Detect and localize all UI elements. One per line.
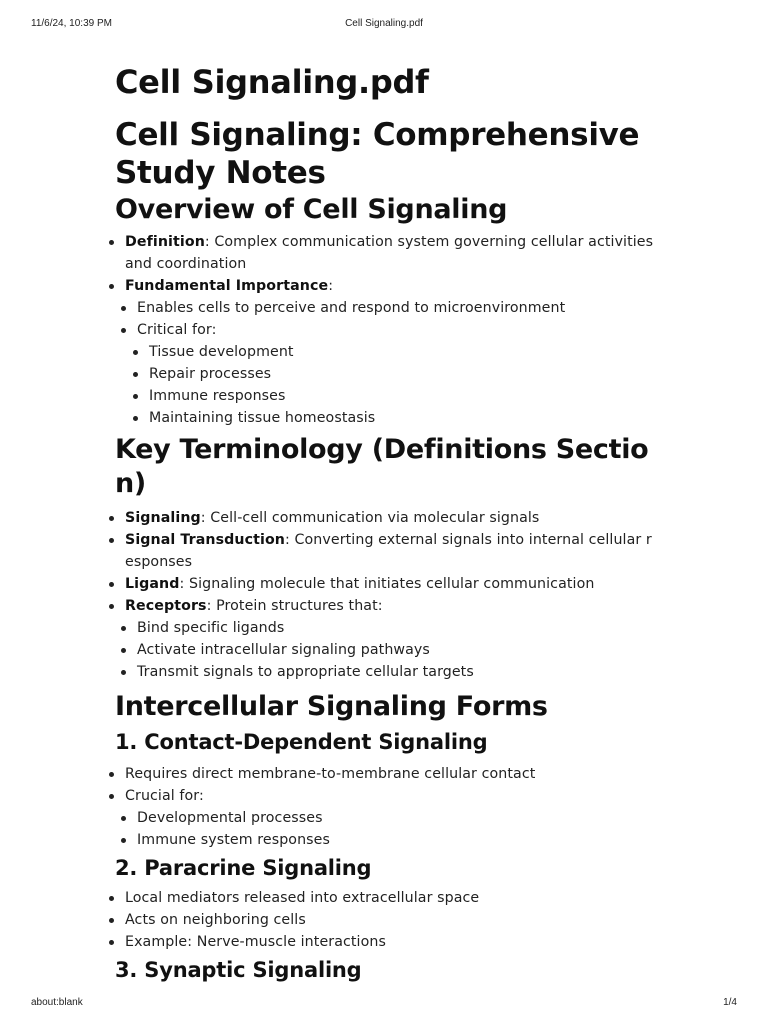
list-item: Repair processes: [139, 363, 660, 385]
print-doc-name: Cell Signaling.pdf: [345, 18, 423, 29]
list-item: Immune system responses: [127, 829, 660, 851]
overview-list: [115, 231, 660, 429]
list-item: [115, 573, 660, 595]
list-item: Crucial for:: [115, 785, 660, 807]
list-item: Maintaining tissue homeostasis: [139, 407, 660, 429]
paracrine-list: [115, 887, 660, 953]
list-item: Activate intracellular signaling pathways: [127, 639, 660, 661]
list-item: [115, 595, 660, 617]
print-header: [31, 18, 737, 32]
contact-list: [115, 763, 660, 851]
list-item: [115, 231, 660, 275]
list-item: Critical for:: [127, 319, 660, 341]
overview-heading: Overview of Cell Signaling: [115, 194, 508, 225]
transduction-term: Signal Transduction: [125, 532, 286, 548]
list-item: [115, 507, 660, 529]
list-item: [115, 275, 660, 297]
ligand-text: : Signaling molecule that initiates cellular communication: [179, 576, 595, 592]
contact-heading: 1. Contact-Dependent Signaling: [115, 730, 488, 754]
print-footer: [31, 997, 737, 1011]
intercellular-heading: Intercellular Signaling Forms: [115, 691, 548, 722]
list-item: Example: Nerve-muscle interactions: [115, 931, 660, 953]
print-datetime: 11/6/24, 10:39 PM: [31, 18, 112, 29]
ligand-term: Ligand: [125, 576, 180, 592]
synaptic-heading: 3. Synaptic Signaling: [115, 958, 362, 982]
terminology-heading: Key Terminology (Definitions Section): [115, 434, 649, 499]
fundamental-term: Fundamental Importance: [125, 278, 329, 294]
page-number: 1/4: [723, 997, 737, 1008]
definition-text: : Complex communication system governing cellular activities and coordination: [125, 234, 654, 272]
document-content: [115, 60, 660, 985]
signaling-text: : Cell-cell communication via molecular signals: [200, 510, 540, 526]
document-title: Cell Signaling.pdf: [115, 63, 429, 101]
list-item: Developmental processes: [127, 807, 660, 829]
paracrine-heading: 2. Paracrine Signaling: [115, 856, 372, 880]
list-item: Tissue development: [139, 341, 660, 363]
transduction-text: : Converting external signals into internal cellular responses: [125, 532, 652, 570]
terminology-list: [115, 507, 660, 683]
fundamental-suffix: :: [328, 278, 334, 294]
list-item: Transmit signals to appropriate cellular targets: [127, 661, 660, 683]
list-item: Bind specific ligands: [127, 617, 660, 639]
print-url: about:blank: [31, 997, 83, 1008]
receptors-term: Receptors: [125, 598, 207, 614]
list-item: Enables cells to perceive and respond to microenvironment: [127, 297, 660, 319]
list-item: Local mediators released into extracellular space: [115, 887, 660, 909]
list-item: Requires direct membrane-to-membrane cellular contact: [115, 763, 660, 785]
list-item: Acts on neighboring cells: [115, 909, 660, 931]
definition-term: Definition: [125, 234, 205, 250]
signaling-term: Signaling: [125, 510, 201, 526]
list-item: [115, 529, 660, 573]
receptors-text: : Protein structures that:: [206, 598, 383, 614]
list-item: Immune responses: [139, 385, 660, 407]
main-title: Cell Signaling: Comprehensive Study Notes: [115, 117, 640, 191]
